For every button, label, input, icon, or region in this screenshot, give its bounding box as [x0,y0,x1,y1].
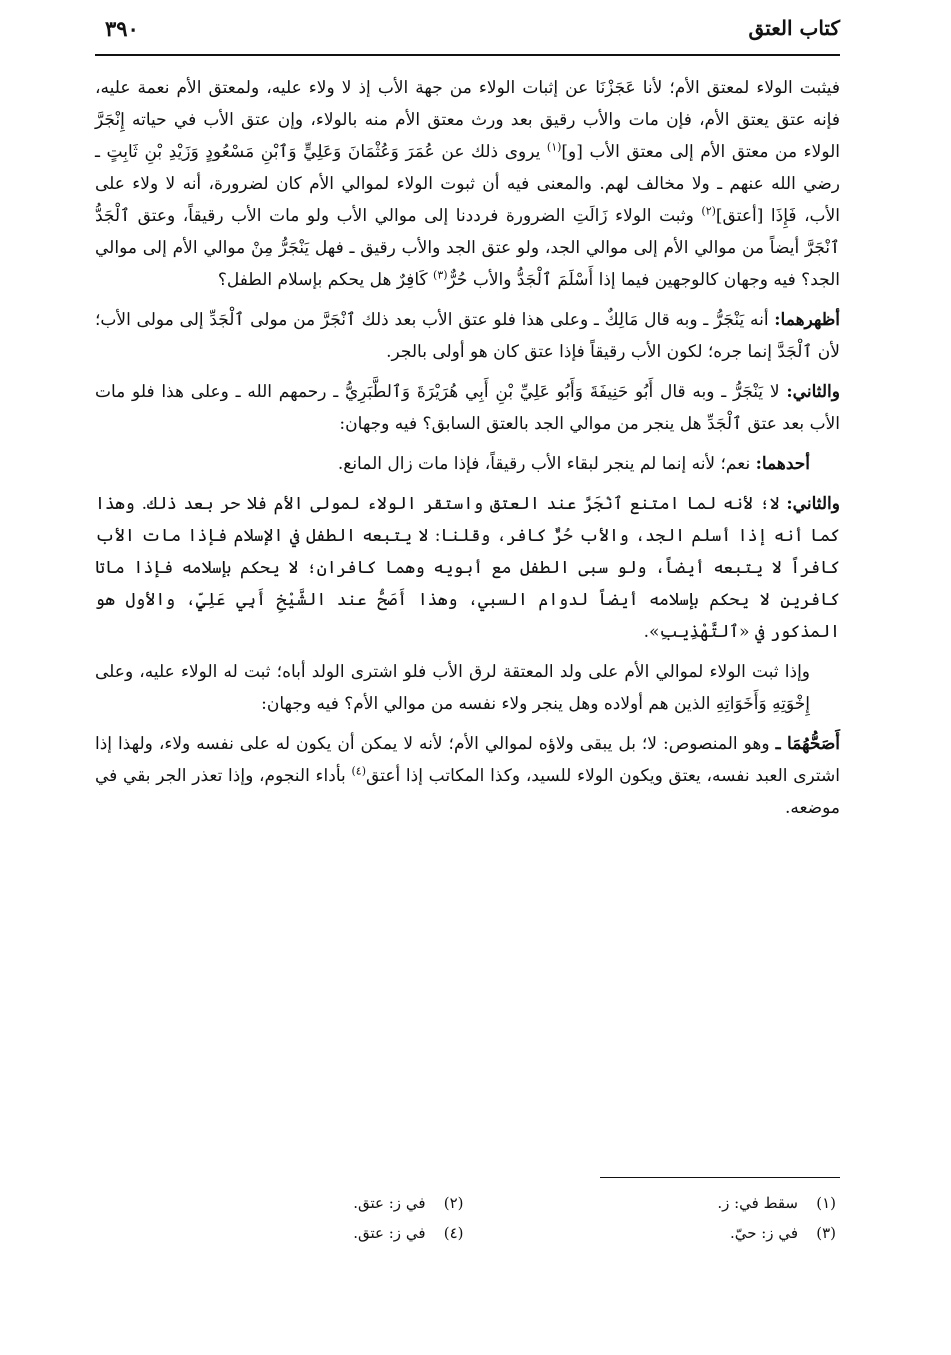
paragraph-lead: والثاني: [786,382,840,402]
footnote-2 [95,1188,468,1218]
paragraph-text: نعم؛ لأنه إنما لم ينجر لبقاء الأب رقيقاً، فإذا مات زال المانع. [337,454,756,474]
footnote-1 [468,1188,841,1218]
paragraph-lead: والثاني: [786,494,840,514]
paragraph-text: أنه يَنْجَرُّ ـ وبه قال مَالِكٌ ـ وعلى هذا فلو عتق الأب بعد ذلك ٱنْجَرَّ من مولى ٱلْجَدِّ إلى مولى الأب؛ لأن ٱلْجَدَّ إنما جره؛ لكون الأب رقيقاً فإذا عتق كان هو أولى بالجر. [95,310,840,362]
page-header [95,10,840,54]
paragraph-text: وثبت الولاء زَالَتِ الضرورة فرددنا إلى موالي الأب ولو مات الأب رقيقاً، وعتق ٱلْجَدُّ ٱنْجَرَّ أيضاً من موالي الأم إلى موالي الجد، ولو عتق الجد والأب رقيق ـ فهل يَنْجَرُّ مِنْ موالي الأم إلى موالي الجد؟ فيه وجهان كالوجهين فيما إذا أَسْلَمَ ٱلْجَدُّ والأب حُرٌّ [95,206,840,290]
page-number: ٣٩٠ [105,16,139,41]
footnote-text: في ز: عتق. [353,1194,426,1212]
paragraph-text: كَافِرٌ هل يحكم بإسلام الطفل؟ [217,270,434,290]
paragraph-2 [95,304,840,368]
paragraph-text: يروى ذلك عن عُمَرَ وَعُثْمَانَ وَعَلِيٍّ وَٱبْنِ مَسْعُودٍ وَزَيْدِ بْنِ ثَابِتٍ ـ رضي الله عنهم ـ ولا مخالف لهم. والمعنى فيه أن ثبوت الولاء لموالي الأم كان لضرورة، أنه لا ولاء على الأب، فَإِذَا [أعتق] [95,142,840,226]
footnote-marker-1[interactable]: (١) [546,140,562,154]
paragraph-lead: أَصَحُّهُمَا ـ [775,734,841,754]
paragraph-6 [95,656,840,720]
footnote-3 [468,1218,841,1248]
footnote-number: (٢) [443,1194,464,1212]
footnote-4 [95,1218,468,1248]
header-rule [95,54,840,56]
footnote-row [95,1188,840,1218]
footnote-text: في ز: عتق. [353,1224,426,1242]
running-title: كتاب العتق [748,16,840,40]
paragraph-text: فيثبت الولاء لمعتق الأم؛ لأنا عَجَزْنَا عن إثبات الولاء من جهة الأب إذ لا ولاء عليه، ولمعتق الأم نعمة عليه، فإنه عتق يعتق الأم، فإن مات والأب رقيق بعد ورث معتق الأم منه بالولاء، وإن عتق الأب في حياته إِنْجَرَّ الولاء من معتق الأم إلى معتق الأب [و] [95,78,841,162]
body-text [95,72,840,832]
book-page [95,0,840,1355]
footnote-number: (٣) [816,1224,836,1242]
paragraph-text: وهو المنصوص: لا؛ بل يبقى ولاؤه لموالي الأم؛ لأنه لا يمكن أن يكون له على نفسه ولاء، ولهذا إذا اشترى العبد نفسه، يعتق ويكون الولاء للسيد، وكذا المكاتب إذا أعتق [95,734,840,786]
footnote-text: في ز: حيّ. [729,1224,798,1242]
paragraph-text: بأداء النجوم، وإذا تعذر الجر بقي في موضعه. [95,766,840,818]
footnote-marker-2[interactable]: (٢) [701,204,716,218]
paragraph-lead: أظهرهما: [774,310,840,330]
footnote-marker-4[interactable]: (٤) [351,764,367,778]
paragraph-5 [95,488,840,648]
paragraph-3 [95,376,840,440]
paragraph-text: لا يَنْجَرُّ ـ وبه قال أَبُو حَنِيفَةَ وَأَبُو عَلِيِّ بْنِ أَبِي هُرَيْرَةَ وَٱلطَّبَرِيُّ ـ رحمهم الله ـ وعلى هذا فلو مات الأب بعد عتق ٱلْجَدِّ هل ينجر من موالي الجد بالعتق السابق؟ فيه وجهان: [95,382,840,434]
paragraph-7 [95,728,840,824]
paragraph-lead: أحدهما: [755,454,810,474]
footnote-number: (٤) [443,1224,464,1242]
footnote-rule [600,1177,840,1178]
footnotes [95,1188,840,1248]
paragraph-4 [95,448,840,480]
paragraph-1 [95,72,840,296]
footnote-text: سقط في: ز. [717,1194,798,1212]
footnote-number: (١) [816,1194,836,1212]
paragraph-text: وإذا ثبت الولاء لموالي الأم على ولد المعتقة لرق الأب فلو اشترى الولد أباه؛ ثبت له الولاء عليه، وعلى إِخْوَتِهِ وَأَخَوَاتِهِ الذين هم أولاده وهل ينجر ولاء نفسه من موالي الأم؟ فيه وجهان: [95,662,810,714]
paragraph-text: لا؛ لأنه لما امتنع ٱنْجَرَّ عند العتق واستقر الولاء لمولى الأم فلا حر بعد ذلك. وهذا كما أنه إذا أسلم الجد، والأب حُرٌّ كافر، وقلنا: لا يتبعه الطفل في الإسلام فإذا مات الأب كافراً لا يتبعه أيضاً، ولو سبى الطفل مع أبويه وهما كافران؛ لا يحكم بإسلامه فإذا ماتا كافرين لا يحكم بإسلامه أيضاً لدوام السبي، وهذا أَصَحُّ عند الشَّيْخِ أَبِي عَلِيٍّ، والأول هو المذكور في «ٱلتَّهْذِيبِ». [95,494,840,642]
footnote-row [95,1218,840,1248]
footnote-marker-3[interactable]: (٣) [433,268,448,282]
